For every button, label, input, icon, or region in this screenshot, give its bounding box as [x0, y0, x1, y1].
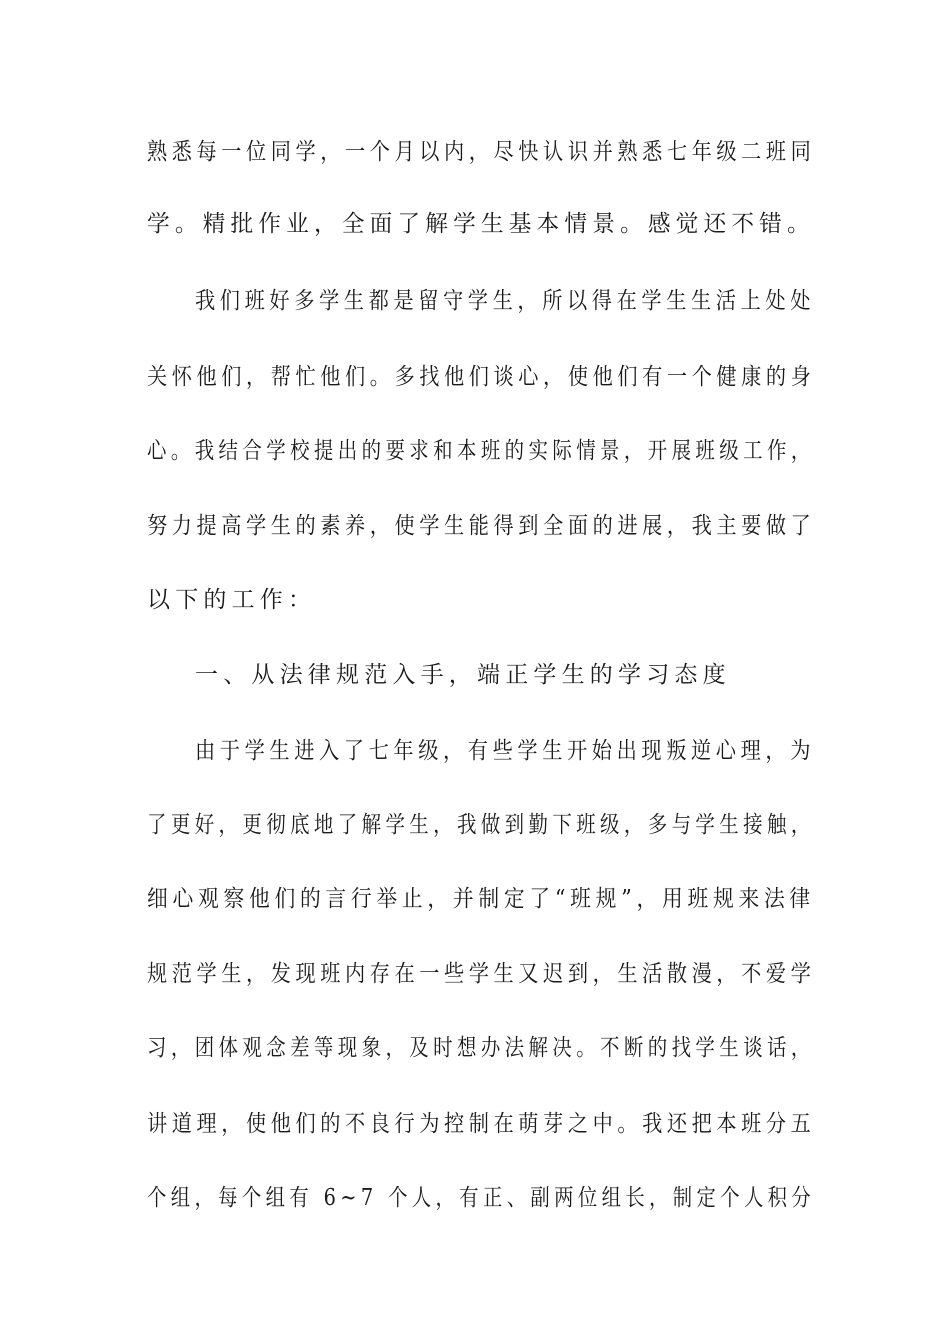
text-line: 习，团体观念差等现象，及时想办法解决。不断的找学生谈话，: [147, 1035, 815, 1061]
text-line: 以下的工作：: [147, 587, 317, 613]
text-line: 规范学生，发现班内存在一些学生又迟到，生活散漫，不爱学: [147, 961, 816, 987]
text-line: 讲道理，使他们的不良行为控制在萌芽之中。我还把本班分五: [147, 1111, 816, 1137]
text-line: 个组，每个组有 6~7 个人，有正、副两位组长，制定个人积分: [147, 1185, 816, 1211]
text-line: 心。我结合学校提出的要求和本班的实际情景，开展班级工作，: [147, 438, 815, 464]
text-line: 了更好，更彻底地了解学生，我做到勤下班级，多与学生接触，: [147, 812, 815, 838]
paragraph-start-line: 我们班好多学生都是留守学生，所以得在学生生活上处处: [195, 288, 815, 314]
text-line: 努力提高学生的素养，使学生能得到全面的进展，我主要做了: [147, 513, 816, 539]
text-line: 关怀他们，帮忙他们。多找他们谈心，使他们有一个健康的身: [147, 364, 816, 390]
text-line: 学。精批作业，全面了解学生基本情景。感觉还不错。: [147, 211, 815, 237]
text-line: 熟悉每一位同学，一个月以内，尽快认识并熟悉七年级二班同: [147, 139, 816, 165]
section-heading: 一、从法律规范入手，端正学生的学习态度: [195, 662, 731, 688]
paragraph-start-line: 由于学生进入了七年级，有些学生开始出现叛逆心理，为: [195, 738, 815, 764]
text-line: 细心观察他们的言行举止，并制定了“班规”，用班规来法律: [147, 886, 815, 912]
